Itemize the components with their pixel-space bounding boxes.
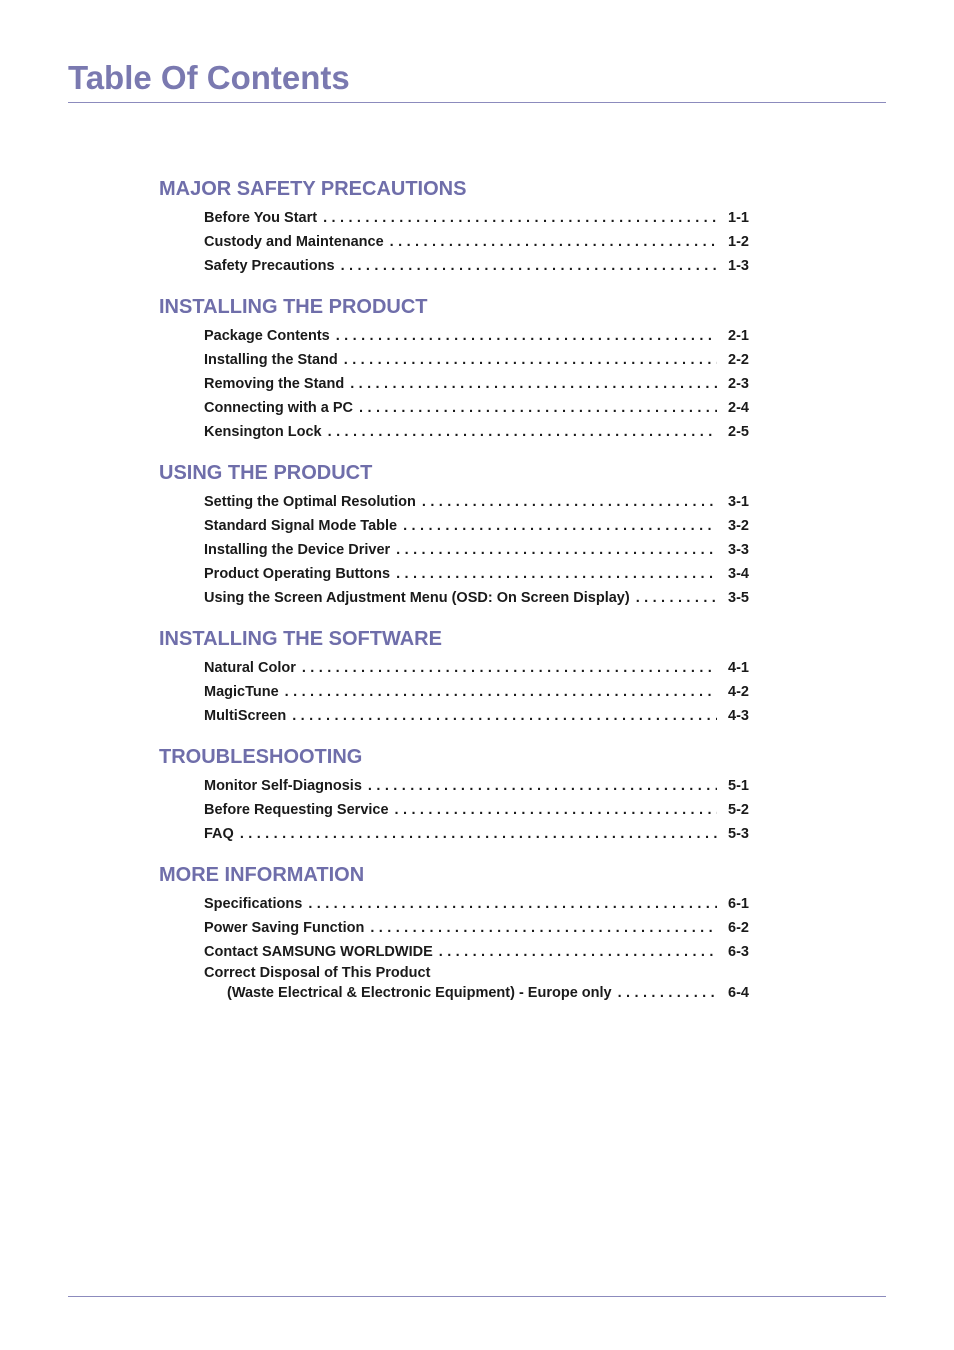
toc-entry-page: 2-5 xyxy=(728,424,749,440)
toc-entry-two-line[interactable] xyxy=(204,964,749,1003)
toc-entry-page: 3-3 xyxy=(728,542,749,558)
toc-entry-page: 6-3 xyxy=(728,944,749,960)
toc-entry-label: Before Requesting Service xyxy=(204,802,389,818)
dot-leader xyxy=(368,774,717,798)
toc-entry-page: 5-1 xyxy=(728,778,749,794)
toc-entry[interactable] xyxy=(204,538,749,562)
toc-entry[interactable] xyxy=(204,586,749,610)
toc-entry-page: 3-5 xyxy=(728,590,749,606)
toc-entry[interactable] xyxy=(204,916,749,940)
toc-section-more-information xyxy=(159,862,759,1003)
toc-section-using-the-product xyxy=(159,460,759,610)
toc-entry-page: 2-1 xyxy=(728,328,749,344)
toc-entry[interactable] xyxy=(204,680,749,704)
toc-entry[interactable] xyxy=(204,396,749,420)
toc-entry[interactable] xyxy=(204,514,749,538)
toc-entry-page: 1-1 xyxy=(728,210,749,226)
dot-leader xyxy=(390,230,717,254)
toc-entry-label: Kensington Lock xyxy=(204,424,322,440)
toc-entry-label: Custody and Maintenance xyxy=(204,234,384,250)
toc-section-troubleshooting xyxy=(159,744,759,846)
section-heading[interactable]: MORE INFORMATION xyxy=(159,864,365,886)
dot-leader xyxy=(323,206,717,230)
section-heading[interactable]: INSTALLING THE SOFTWARE xyxy=(159,628,442,650)
toc-entry-label: Installing the Device Driver xyxy=(204,542,391,558)
toc-entry-label: Standard Signal Mode Table xyxy=(204,518,398,534)
dot-leader xyxy=(395,798,717,822)
section-entries xyxy=(204,324,749,444)
toc-entry-label: Safety Precautions xyxy=(204,258,335,274)
toc-entry-label: Before You Start xyxy=(204,210,318,226)
toc-entry[interactable] xyxy=(204,822,749,846)
toc-entry-label: Product Operating Buttons xyxy=(204,566,391,582)
toc-entry-page: 4-1 xyxy=(728,660,749,676)
toc-entry[interactable] xyxy=(204,490,749,514)
toc-entry[interactable] xyxy=(204,230,749,254)
toc-entry-page: 1-2 xyxy=(728,234,749,250)
dot-leader xyxy=(359,396,717,420)
section-entries xyxy=(204,490,749,610)
toc-entry[interactable] xyxy=(204,420,749,444)
toc-entry-label: Power Saving Function xyxy=(204,920,365,936)
dot-leader xyxy=(636,586,717,610)
toc-entry[interactable] xyxy=(204,798,749,822)
toc-entry-page: 4-3 xyxy=(728,708,749,724)
toc-entry[interactable] xyxy=(204,704,749,728)
dot-leader xyxy=(618,983,717,1003)
toc-entry-page: 6-1 xyxy=(728,896,749,912)
toc-section-installing-the-product xyxy=(159,294,759,444)
toc-entry-page: 6-2 xyxy=(728,920,749,936)
toc-entry-page: 1-3 xyxy=(728,258,749,274)
dot-leader xyxy=(341,254,717,278)
dot-leader xyxy=(344,348,717,372)
toc-entry-label: Package Contents xyxy=(204,328,330,344)
toc-entry-page: 4-2 xyxy=(728,684,749,700)
dot-leader xyxy=(302,656,717,680)
dot-leader xyxy=(396,562,717,586)
toc-entry[interactable] xyxy=(204,324,749,348)
toc-entry-page: 2-3 xyxy=(728,376,749,392)
toc-section-major-safety-precautions xyxy=(159,176,759,278)
dot-leader xyxy=(328,420,717,444)
toc-entry-label: Natural Color xyxy=(204,660,296,676)
toc-entry-page: 3-2 xyxy=(728,518,749,534)
dot-leader xyxy=(403,514,717,538)
toc-entry-label: FAQ xyxy=(204,826,234,842)
dot-leader xyxy=(422,490,717,514)
section-heading[interactable]: INSTALLING THE PRODUCT xyxy=(159,296,428,318)
toc-entry[interactable] xyxy=(204,656,749,680)
toc-entry-page: 5-2 xyxy=(728,802,749,818)
toc-entry[interactable] xyxy=(204,254,749,278)
toc-entry-label: Specifications xyxy=(204,896,303,912)
section-entries xyxy=(204,656,749,728)
title-divider xyxy=(68,102,886,103)
dot-leader xyxy=(285,680,717,704)
section-heading[interactable]: TROUBLESHOOTING xyxy=(159,746,363,768)
dot-leader xyxy=(336,324,717,348)
toc-entry[interactable] xyxy=(204,940,749,964)
dot-leader xyxy=(240,822,717,846)
toc-entry-page: 3-4 xyxy=(728,566,749,582)
toc-entry-label: Connecting with a PC xyxy=(204,400,354,416)
dot-leader xyxy=(350,372,717,396)
toc-entry-page: 5-3 xyxy=(728,826,749,842)
toc-entry-label: Using the Screen Adjustment Menu (OSD: On Screen Display) xyxy=(204,590,630,606)
toc-entry[interactable] xyxy=(204,372,749,396)
page-title: Table Of Contents xyxy=(68,59,350,96)
toc-entry[interactable] xyxy=(204,774,749,798)
toc-entry-page: 2-2 xyxy=(728,352,749,368)
toc-entry-second-line xyxy=(204,983,749,1003)
section-entries xyxy=(204,774,749,846)
dot-leader xyxy=(396,538,717,562)
toc-entry-label: MagicTune xyxy=(204,684,279,700)
toc-entry-label: Installing the Stand xyxy=(204,352,338,368)
section-entries xyxy=(204,892,749,1003)
toc-entry-label: Monitor Self-Diagnosis xyxy=(204,778,362,794)
dot-leader xyxy=(370,916,717,940)
section-heading[interactable]: MAJOR SAFETY PRECAUTIONS xyxy=(159,178,467,200)
toc-entry-page: 3-1 xyxy=(728,494,749,510)
toc-entry-label: Removing the Stand xyxy=(204,376,345,392)
dot-leader xyxy=(292,704,717,728)
toc-entry-label: Contact SAMSUNG WORLDWIDE xyxy=(204,944,433,960)
toc-entry-label: MultiScreen xyxy=(204,708,287,724)
toc-entry[interactable] xyxy=(204,562,749,586)
toc-entry-page: 2-4 xyxy=(728,400,749,416)
toc-entry-label-line1: Correct Disposal of This Product xyxy=(204,965,431,981)
dot-leader xyxy=(439,940,717,964)
section-heading[interactable]: USING THE PRODUCT xyxy=(159,462,373,484)
toc-entry[interactable] xyxy=(204,348,749,372)
toc-entry-page: 6-4 xyxy=(728,985,749,1001)
section-entries xyxy=(204,206,749,278)
table-of-contents xyxy=(159,176,759,1019)
toc-entry-label-line2: (Waste Electrical & Electronic Equipment) - Europe only xyxy=(227,985,612,1001)
toc-section-installing-the-software xyxy=(159,626,759,728)
toc-entry-label: Setting the Optimal Resolution xyxy=(204,494,416,510)
toc-entry[interactable] xyxy=(204,206,749,230)
footer-divider xyxy=(68,1296,886,1297)
dot-leader xyxy=(308,892,717,916)
toc-entry[interactable] xyxy=(204,892,749,916)
